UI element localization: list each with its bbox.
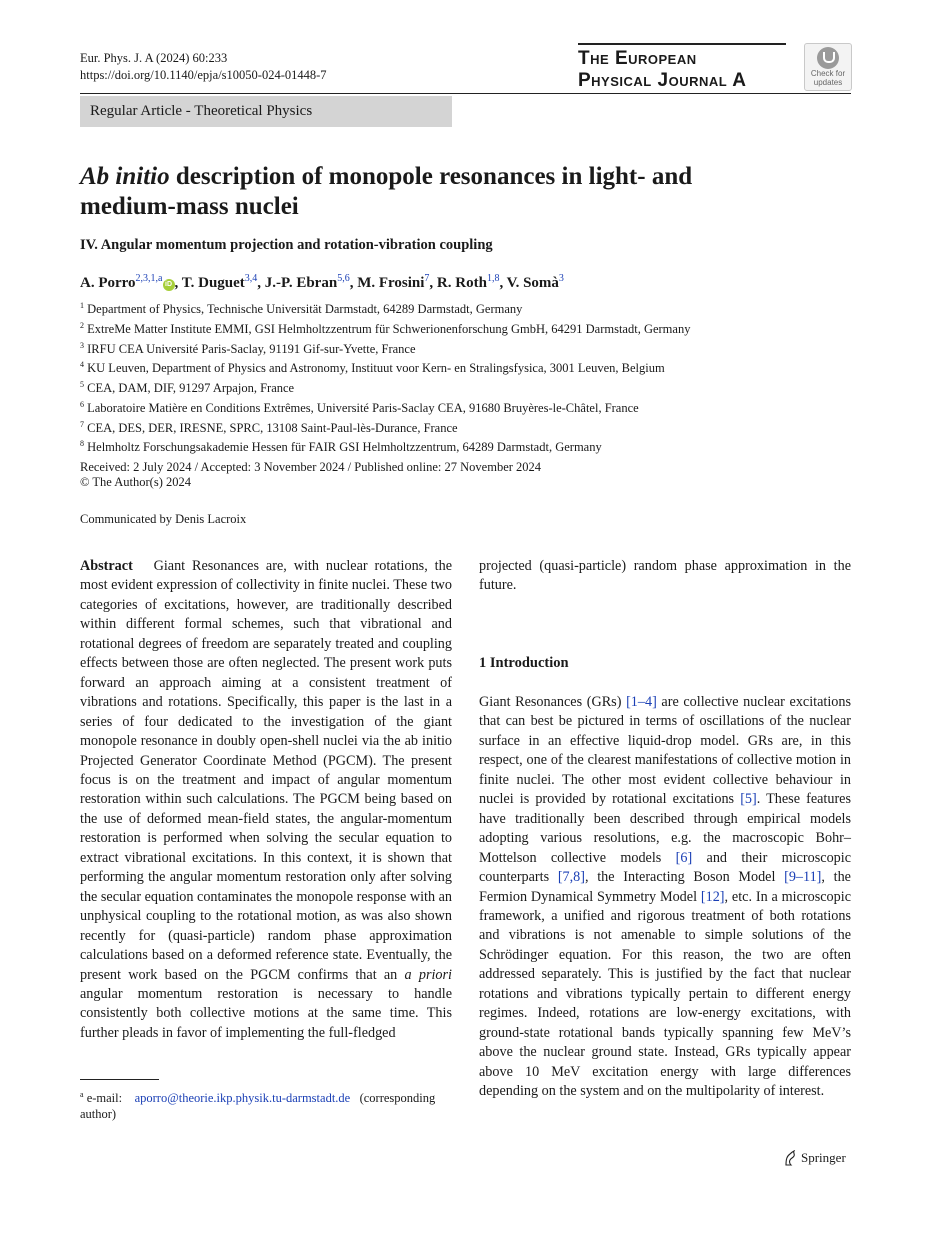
affiliation-item <box>80 417 690 437</box>
citation-link[interactable]: [5] <box>740 791 757 808</box>
affiliation-number: 5 <box>80 380 84 389</box>
affiliation-number: 4 <box>80 360 84 370</box>
footnote-note: (corresponding author) <box>80 1091 436 1122</box>
publisher-name: Springer <box>801 1150 846 1165</box>
affiliation-item <box>80 397 690 417</box>
intro-text-segment: , the Fermion Dynamical Symmetry Model <box>479 869 851 905</box>
abstract-label: Abstract <box>80 558 133 574</box>
affiliation-text: Laboratoire Matière en Conditions Extrêmes, Université Paris-Saclay CEA, 91680 Bruyères-le-Châtel, France <box>87 400 639 415</box>
affiliation-item <box>80 357 690 377</box>
article-title <box>80 162 780 222</box>
author-name[interactable]: V. Somà <box>506 275 559 291</box>
journal-reference: Eur. Phys. J. A (2024) 60:233 <box>80 51 228 65</box>
doi-link[interactable]: https://doi.org/10.1140/epja/s10050-024-01448-7 <box>80 68 327 82</box>
author-affiliation[interactable]: 5,6 <box>337 273 350 284</box>
footnote-divider <box>80 1079 159 1080</box>
citation-link[interactable]: [7,8] <box>557 869 585 886</box>
citation-link[interactable]: [12] <box>700 888 725 905</box>
affiliation-text: IRFU CEA Université Paris-Saclay, 91191 Gif-sur-Yvette, France <box>87 341 416 356</box>
affiliation-text: KU Leuven, Department of Physics and Astronomy, Instituut voor Kern- en Stralingsfysica, 3001 Leuven, Belgium <box>87 361 665 376</box>
affiliation-number: 1 <box>80 301 84 310</box>
abstract <box>80 557 452 1043</box>
author-list: A. Porro$^{2,3,1,a}$iD , T. Duguet$^{3,4}$, J.-P. Ebran$^{5,6}$, M. Frosini$^7$, R. Roth$^{1,8}$, V. Somà$^3$ <box>80 273 564 291</box>
citation-link[interactable]: [1–4] <box>626 694 657 710</box>
affiliation-text: CEA, DAM, DIF, 91297 Arpajon, France <box>87 381 295 396</box>
check-updates-label-2: updates <box>813 78 843 87</box>
title-italic: Ab initio <box>80 163 170 190</box>
author-name[interactable]: M. Frosini <box>357 275 425 291</box>
intro-text-segment: are collective nuclear excitations that can best be pictured in terms of oscillations of the nuclear surface in an effective liquid-drop model. GRs are, in this respect, one of the clearest manifestations of collective motion in finite nuclei. The other most evident collective behaviour in nuclei is provided by rotational excitations <box>479 694 851 808</box>
affiliation-text: CEA, DES, DER, IRESNE, SPRC, 13108 Saint-Paul-lès-Durance, France <box>87 420 458 435</box>
intro-text-segment: , the Interacting Boson Model <box>585 869 785 886</box>
author-affiliation[interactable]: 3,4 <box>244 273 258 284</box>
orcid-icon[interactable]: iD <box>163 279 175 291</box>
author-affiliation[interactable]: 7 <box>424 273 430 284</box>
affiliation-number: 3 <box>80 340 84 350</box>
header-divider <box>80 93 851 94</box>
affiliation-item <box>80 377 690 397</box>
citation-link[interactable]: [6] <box>675 849 693 866</box>
intro-text-segment: . These features have traditionally been described through empirical models adopting various resolutions, e.g. the macroscopic Bohr–Mottelson collective models <box>479 791 851 866</box>
publisher-logo <box>783 1150 846 1166</box>
publication-dates <box>80 460 541 490</box>
article-type-banner: Regular Article - Theoretical Physics <box>80 96 452 127</box>
author-affiliation[interactable]: 1,8 <box>486 273 500 284</box>
intro-text-segment: , etc. In a microscopic framework, a unified and rigorous treatment of both rotations and vibrations is not amenable to simple solutions of the Schrödinger equation. For this reason, the two are often addressed separately. This is justified by the fact that nuclear rotations and vibrations typically pertain to different energy regimes. Indeed, rotations are low-energy excitations, with ground-state rotational bands typically spanning few MeV’s above the nuclear ground state. Instead, GRs typically appear above 10 MeV excitation energy with large differences depending on the system and on the multipolarity of interest. <box>479 888 851 1100</box>
journal-name-line2: Physical Journal A <box>578 70 747 91</box>
intro-text-segment: and their microscopic counterparts <box>479 849 852 886</box>
author-affiliation[interactable]: 3 <box>558 273 564 284</box>
author-name[interactable]: R. Roth <box>436 275 487 291</box>
citation-link[interactable]: [9–11] <box>784 869 822 886</box>
introduction-text <box>479 693 851 1102</box>
affiliation-text: ExtreMe Matter Institute EMMI, GSI Helmholtzzentrum für Schwerionenforschung GmbH, 64291 Darmstadt, Germany <box>87 321 691 336</box>
footnote-label: e-mail: <box>86 1091 123 1106</box>
affiliation-number: 7 <box>80 419 84 429</box>
affiliation-list <box>80 298 690 456</box>
bookmark-icon <box>817 47 839 69</box>
springer-horse-icon <box>783 1150 797 1166</box>
affiliation-item <box>80 318 690 338</box>
abstract-italic: a priori <box>404 966 452 983</box>
affiliation-item <box>80 338 690 358</box>
author-name[interactable]: J.-P. Ebran <box>264 275 338 291</box>
journal-meta <box>80 50 327 84</box>
affiliation-text: Helmholtz Forschungsakademie Hessen für FAIR GSI Helmholtzzentrum, 64289 Darmstadt, Germany <box>87 440 602 455</box>
abstract-continuation: projected (quasi-particle) random phase approximation in the future. <box>479 558 851 594</box>
section-heading-introduction: 1 Introduction <box>479 655 569 671</box>
abstract-text-a: Giant Resonances are, with nuclear rotations, the most evident expression of collectivity in finite nuclei. These two categories of excitations, however, are traditionally described within different formal schemes, such that vibrational and rotational degrees of freedom are separately treated and coupling effects between those are often neglected. The present work puts forward an approach aiming at a consistent treatment of vibrations and rotations. Specifically, this paper is the last in a series of four dedicated to the investigation of the giant monopole resonance in doubly open-shell nuclei via the ab initio Projected Generator Coordinate Method (PGCM). The present focus is on the treatment and impact of angular momentum restoration within such calculations. The PGCM being based on the use of deformed mean-field states, the angular-momentum restoration is performed when solving the secular equation to extract vibrational excitations. In this context, it is shown that performing the angular momentum restoration only after solving the secular equation contaminates the monopole response with an unphysical coupling to the rotational motion, as was also shown recently for (quasi-particle) random phase approximation calculations based on a deformed reference state. Eventually, the present work based on the PGCM confirms that an <box>80 558 452 983</box>
footnote-mark: a <box>80 1090 84 1099</box>
author-name[interactable]: T. Duguet <box>181 275 245 291</box>
title-rest: description of monopole resonances in light- and medium-mass nuclei <box>80 163 693 220</box>
email-link[interactable]: aporro@theorie.ikp.physik.tu-darmstadt.de <box>134 1091 351 1106</box>
author-name[interactable]: A. Porro <box>80 275 136 291</box>
affiliation-item <box>80 436 690 456</box>
journal-brand <box>578 43 786 92</box>
affiliation-number: 6 <box>80 399 84 409</box>
affiliation-text: Department of Physics, Technische Universität Darmstadt, 64289 Darmstadt, Germany <box>87 302 523 317</box>
check-for-updates-button[interactable] <box>804 43 852 91</box>
abstract-text-b: angular momentum restoration is necessary to handle consistently both collective motions at the same time. This further pleads in favor of implementing the full-fledged <box>80 985 452 1041</box>
article-subtitle: IV. Angular momentum projection and rotation-vibration coupling <box>80 237 493 253</box>
author-affiliation[interactable]: 2,3,1,a <box>135 273 163 284</box>
copyright: © The Author(s) 2024 <box>80 475 191 489</box>
communicated-by: Communicated by Denis Lacroix <box>80 512 247 526</box>
affiliation-item <box>80 298 690 318</box>
affiliation-number: 2 <box>80 320 84 330</box>
affiliation-number: 8 <box>80 439 84 449</box>
journal-name-line1: The European <box>578 48 697 69</box>
intro-text-segment: Giant Resonances (GRs) <box>479 694 627 710</box>
date-history: Received: 2 July 2024 / Accepted: 3 November 2024 / Published online: 27 November 2024 <box>80 460 542 474</box>
footnote <box>80 1087 452 1122</box>
check-updates-label-1: Check for <box>810 69 846 78</box>
